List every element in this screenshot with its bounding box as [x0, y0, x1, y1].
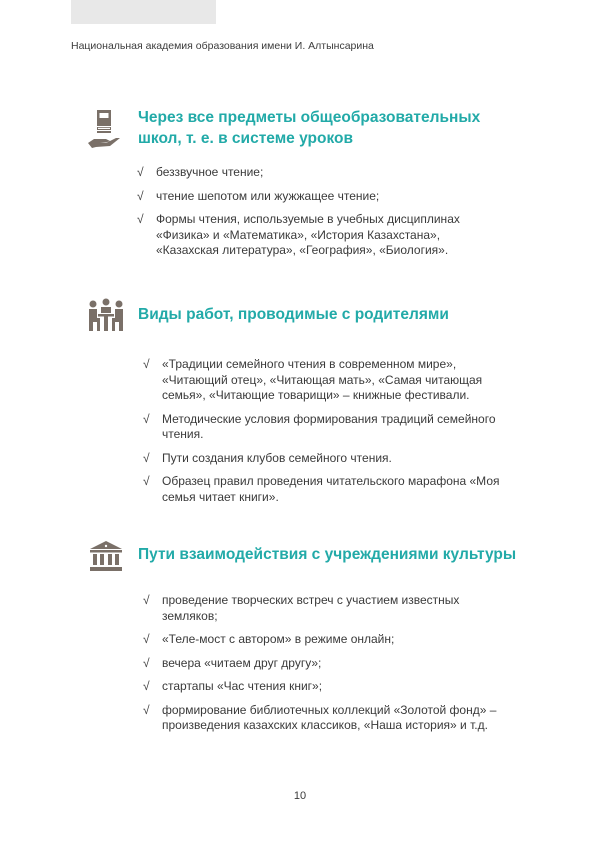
list-item: √ вечера «читаем друг другу»;	[143, 655, 322, 670]
check-icon: √	[143, 655, 150, 670]
list-item: √ Формы чтения, используемые в учебных дисциплинах «Физика» и «Математика», «История Казахстана», «Казахская литература», «География», «Биология».	[137, 212, 460, 257]
check-icon: √	[137, 188, 144, 203]
book-in-hand-icon	[86, 108, 124, 150]
section-title: Виды работ, проводимые с родителями	[138, 306, 449, 323]
running-header: Национальная академия образования имени И. Алтынсарина	[71, 40, 374, 52]
check-icon: √	[143, 411, 150, 426]
museum-building-icon	[89, 540, 123, 572]
check-icon: √	[137, 212, 144, 226]
list-item: √ Пути создания клубов семейного чтения.	[143, 450, 392, 465]
list-item: √ Методические условия формирования традиций семейного чтения.	[143, 411, 496, 441]
list-item: √ чтение шепотом или жужжащее чтение;	[137, 188, 380, 203]
check-icon: √	[143, 702, 150, 717]
check-icon: √	[143, 632, 150, 646]
check-icon: √	[143, 593, 150, 607]
list-item: √ «Теле-мост с автором» в режиме онлайн;	[143, 632, 395, 646]
header-placeholder-bar	[71, 0, 216, 24]
meeting-people-icon	[88, 298, 124, 332]
item-list	[143, 593, 513, 742]
section-title: Через все предметы общеобразовательных школ, т. е. в системе уроков	[138, 109, 481, 147]
list-item: √ беззвучное чтение;	[137, 165, 264, 179]
check-icon: √	[143, 679, 150, 693]
page-number: 10	[293, 790, 307, 802]
item-list	[137, 165, 477, 267]
list-item: √ «Традиции семейного чтения в современном мире», «Читающий отец», «Читающая мать», «Самая читающая семья», «Читающие товарищи» – книжные фестивали.	[143, 357, 483, 402]
check-icon: √	[143, 450, 150, 465]
list-item: √ формирование библиотечных коллекций «Золотой фонд» – произведения казахских классиков, «Наша история» и т.д.	[143, 702, 497, 732]
section-title: Пути взаимодействия с учреждениями культуры	[138, 546, 517, 563]
check-icon: √	[137, 165, 144, 179]
list-item: √ стартапы «Час чтения книг»;	[143, 679, 323, 693]
list-item: √ проведение творческих встреч с участием известных земляков;	[143, 593, 460, 623]
list-item: √ Образец правил проведения читательского марафона «Моя семья читает книги».	[143, 474, 500, 504]
item-list	[143, 357, 503, 513]
check-icon: √	[143, 474, 150, 488]
check-icon: √	[143, 357, 150, 371]
